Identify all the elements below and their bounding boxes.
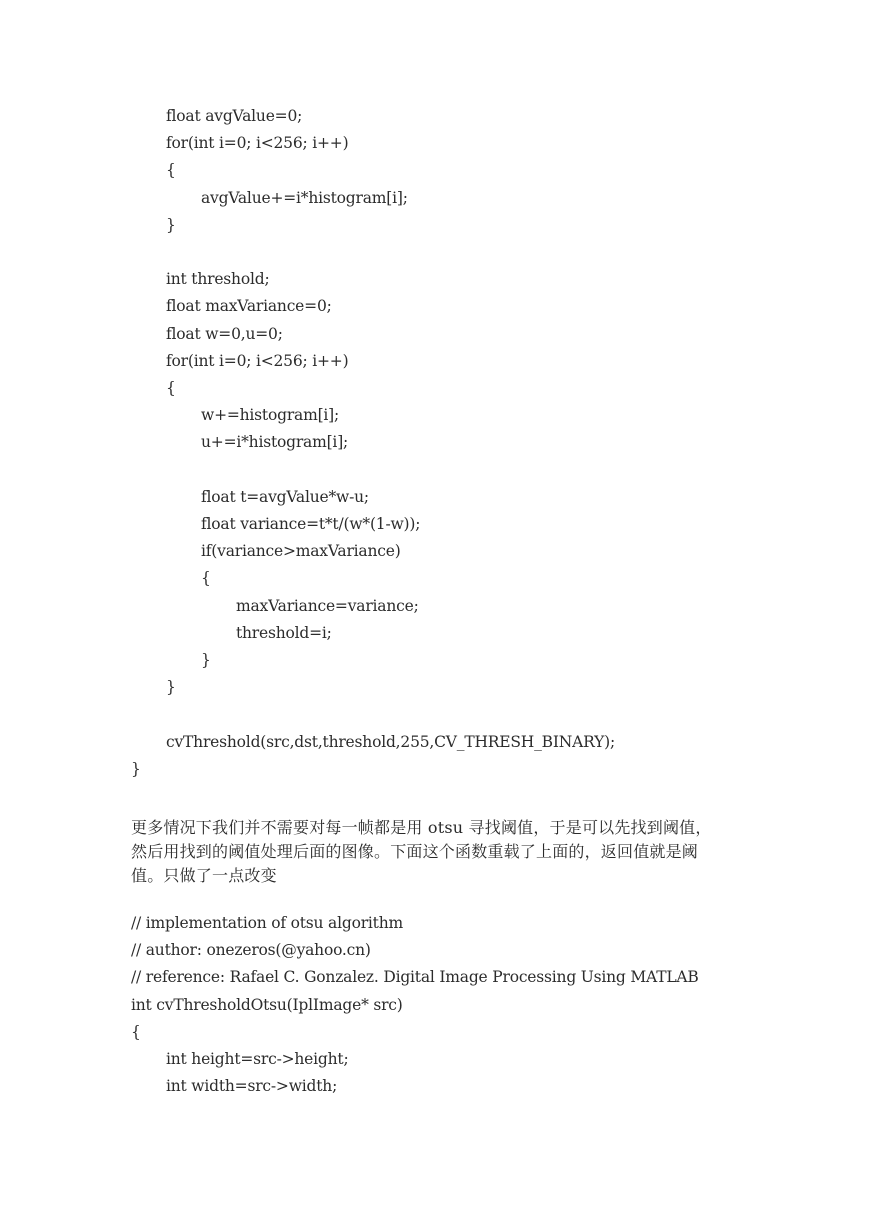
code-line: int height=src->height; (166, 1050, 349, 1068)
code-line: float t=avgValue*w-u; (201, 487, 369, 506)
code-line: w+=histogram[i]; (201, 406, 340, 425)
code-line: // author: onezeros(@yahoo.cn) (131, 941, 371, 960)
paragraph-line: 值。只做了一点改变 (131, 866, 277, 885)
code-line: // reference: Rafael C. Gonzalez. Digital Image Processing Using MATLAB (131, 968, 699, 987)
code-line: float maxVariance=0; (166, 297, 332, 316)
explanation-paragraph (131, 816, 751, 888)
code-line: } (166, 678, 176, 697)
code-line: if(variance>maxVariance) (201, 542, 401, 561)
paragraph-line: 更多情况下我们并不需要对每一帧都是用 otsu 寻找阈值，于是可以先找到阈值， (131, 818, 712, 837)
code-line: maxVariance=variance; (236, 596, 419, 615)
code-line: { (201, 569, 211, 588)
code-line: int cvThresholdOtsu(IplImage* src) (131, 995, 403, 1014)
code-line: u+=i*histogram[i]; (201, 433, 349, 452)
code-line: threshold=i; (236, 623, 332, 642)
code-line: } (201, 651, 211, 669)
code-line: cvThreshold(src,dst,threshold,255,CV_THRESH_BINARY); (166, 732, 616, 751)
code-line: { (166, 161, 176, 180)
code-line: // implementation of otsu algorithm (131, 914, 403, 932)
code-line: for(int i=0; i<256; i++) (166, 351, 349, 370)
paragraph-line: 然后用找到的阈值处理后面的图像。下面这个函数重载了上面的，返回值就是阈 (131, 842, 699, 861)
code-line: for(int i=0; i<256; i++) (166, 134, 349, 153)
code-line: } (166, 215, 176, 234)
code-line: { (166, 379, 176, 397)
code-line: } (131, 759, 141, 778)
code-line: { (131, 1022, 141, 1041)
code-line: float variance=t*t/(w*(1-w)); (201, 515, 421, 533)
code-line: avgValue+=i*histogram[i]; (201, 188, 408, 207)
code-line: int width=src->width; (166, 1077, 338, 1096)
code-line: int threshold; (166, 270, 270, 289)
code-line: float w=0,u=0; (166, 324, 283, 343)
code-line: float avgValue=0; (166, 107, 303, 125)
